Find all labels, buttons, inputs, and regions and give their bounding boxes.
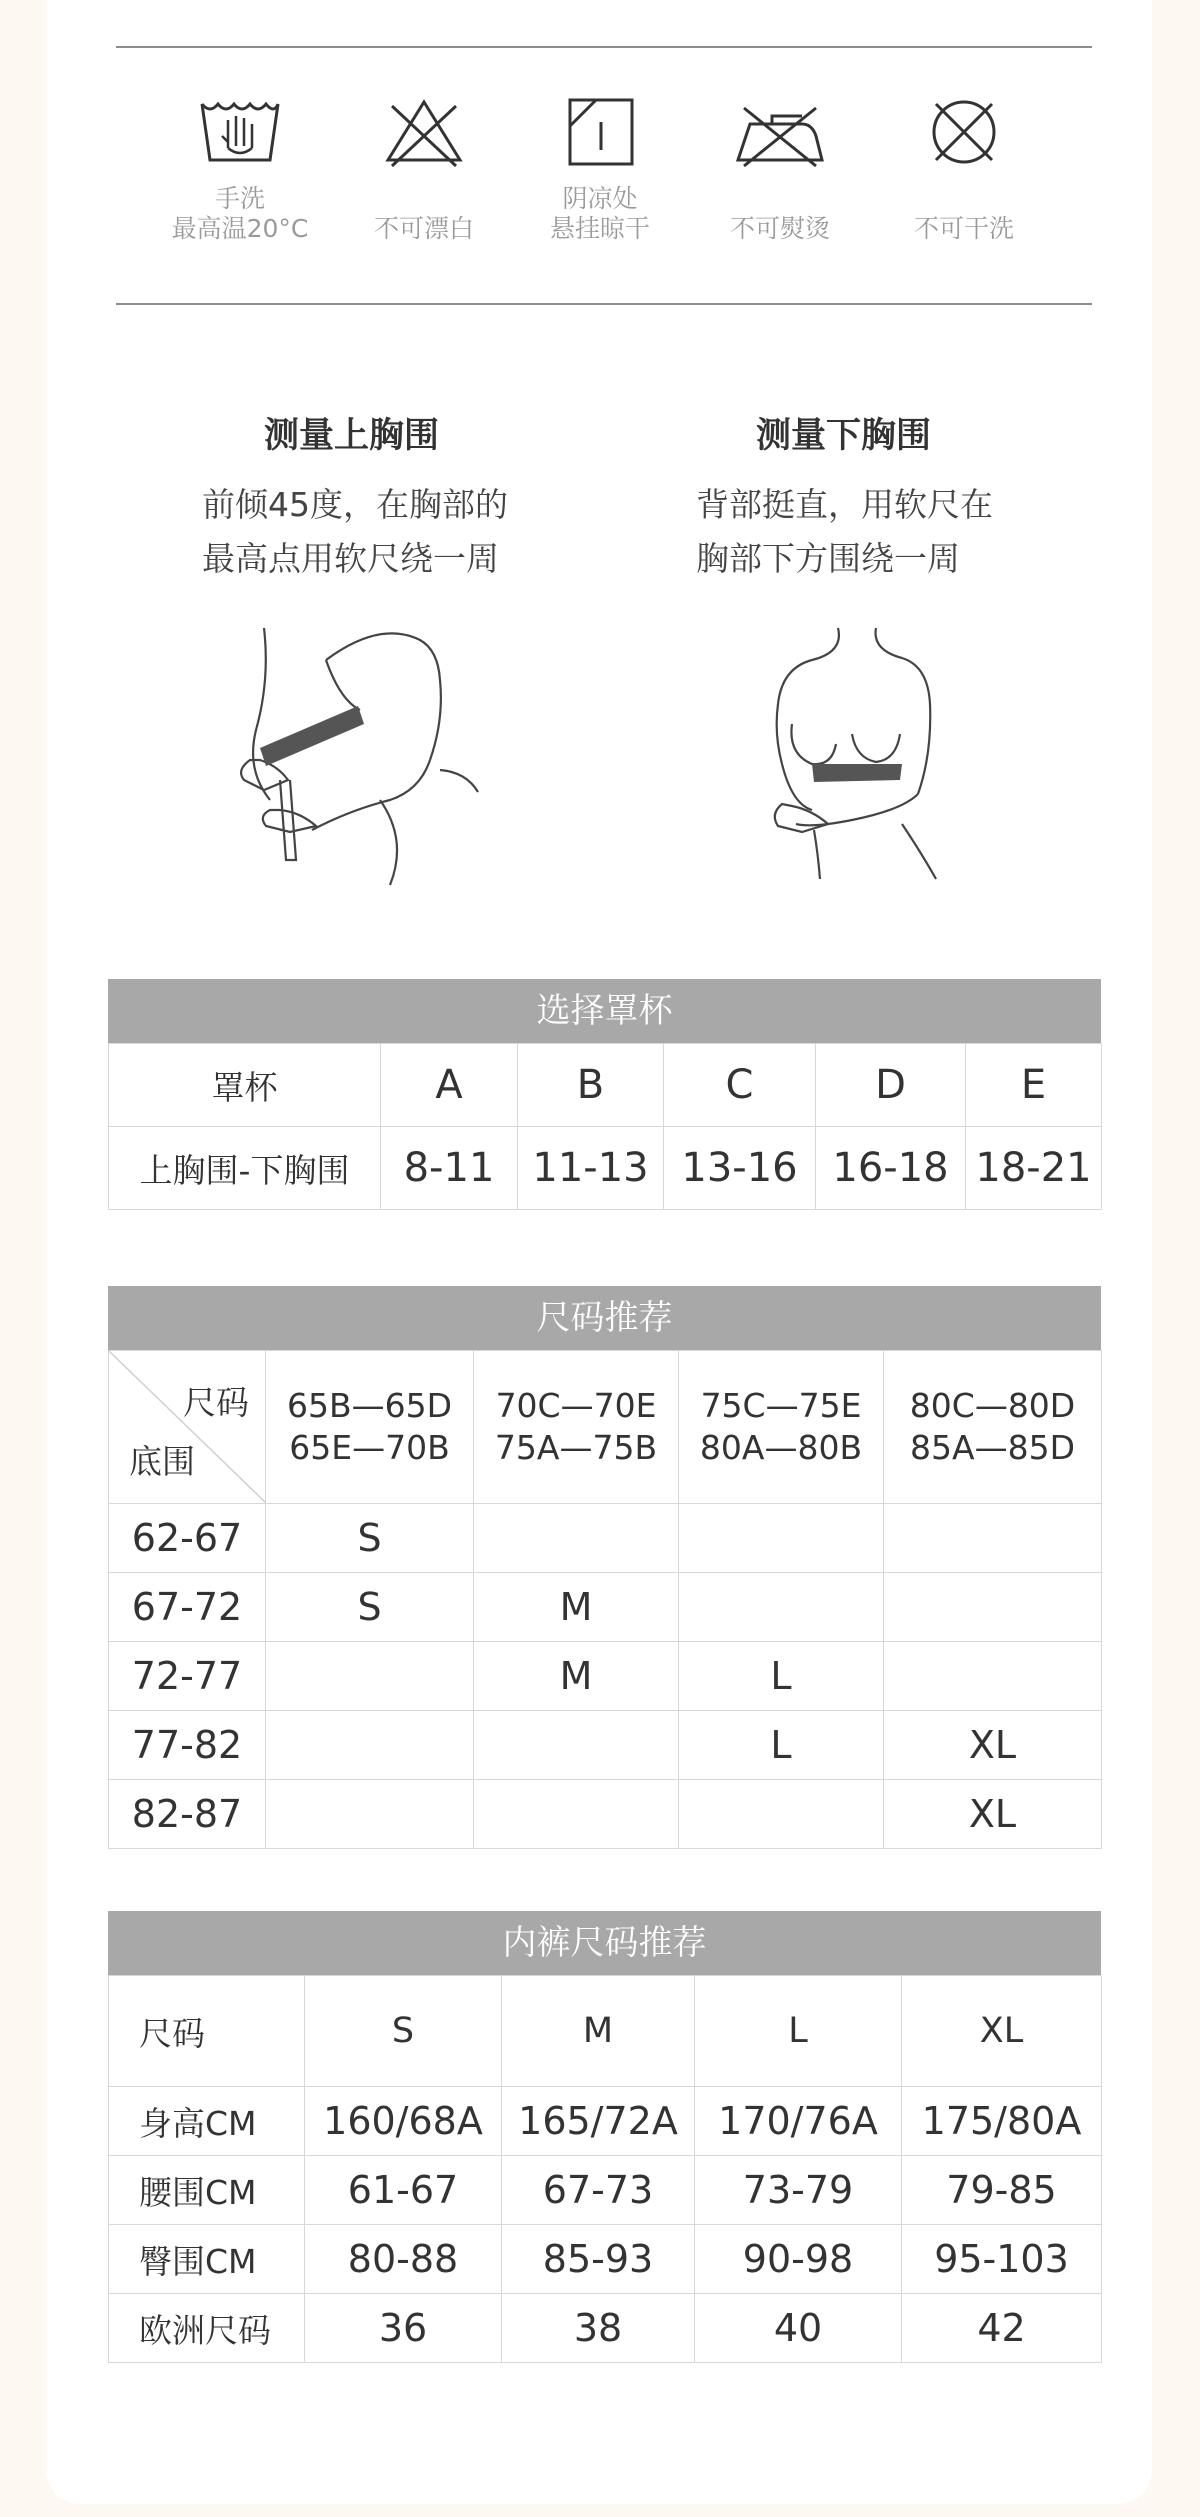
table-row [109, 1780, 1102, 1849]
table-cell: 42 [902, 2294, 1102, 2363]
table-cell: 67-73 [502, 2156, 695, 2225]
table-cell: M [502, 1976, 695, 2087]
table-cell [884, 1504, 1102, 1573]
no-bleach-icon [382, 96, 466, 168]
care-no-bleach [334, 96, 514, 244]
row-label: 身高CM [109, 2087, 305, 2156]
table-cell: 13-16 [664, 1127, 816, 1210]
row-label: 72-77 [109, 1642, 266, 1711]
cup-table-title: 选择罩杯 [108, 979, 1101, 1043]
measure-lower-illustration [752, 624, 952, 884]
care-label-line: 阴凉处 [562, 184, 638, 213]
divider-bottom [116, 303, 1092, 305]
column-header [266, 1351, 474, 1504]
column-header-line: 85A—85D [910, 1428, 1075, 1467]
dry-flat-shade-icon [558, 96, 642, 168]
table-cell: L [695, 1976, 902, 2087]
care-label-line: 最高温20°C [171, 214, 309, 243]
column-header-line: 70C—70E [495, 1386, 657, 1425]
table-cell: 8-11 [381, 1127, 518, 1210]
table-cell [474, 1711, 679, 1780]
pants-table-body [109, 2087, 1102, 2363]
table-cell: 40 [695, 2294, 902, 2363]
column-header-line: 75C—75E [700, 1386, 862, 1425]
table-cell: 罩杯 [109, 1044, 381, 1127]
table-row [109, 1976, 1102, 2087]
no-iron-icon [732, 96, 828, 168]
table-cell [679, 1573, 884, 1642]
table-cell: S [266, 1573, 474, 1642]
table-cell: C [664, 1044, 816, 1127]
table-cell: 160/68A [305, 2087, 502, 2156]
table-cell [884, 1573, 1102, 1642]
table-cell [884, 1642, 1102, 1711]
row-label: 67-72 [109, 1573, 266, 1642]
table-cell: 170/76A [695, 2087, 902, 2156]
table-cell: 90-98 [695, 2225, 902, 2294]
table-cell: XL [902, 1976, 1102, 2087]
table-cell: 61-67 [305, 2156, 502, 2225]
table-row [109, 1504, 1102, 1573]
table-cell: 16-18 [816, 1127, 966, 1210]
table-cell: S [266, 1504, 474, 1573]
care-label-line: 不可漂白 [373, 214, 474, 243]
corner-label-band: 底围 [129, 1442, 195, 1481]
table-cell: 38 [502, 2294, 695, 2363]
table-row [109, 2087, 1102, 2156]
column-header-line: 75A—75B [494, 1428, 658, 1467]
table-cell [679, 1504, 884, 1573]
pants-table [108, 1975, 1102, 2363]
row-label: 臀围CM [109, 2225, 305, 2294]
table-cell: 79-85 [902, 2156, 1102, 2225]
corner-label-size: 尺码 [183, 1383, 249, 1422]
table-cell [266, 1780, 474, 1849]
table-cell: 36 [305, 2294, 502, 2363]
column-header-line: 80C—80D [909, 1386, 1076, 1425]
care-label-line: 不可干洗 [913, 214, 1014, 243]
table-cell: D [816, 1044, 966, 1127]
table-row [109, 1127, 1102, 1210]
row-label: 82-87 [109, 1780, 266, 1849]
measure-upper-desc-line: 前倾45度，在胸部的 [202, 485, 508, 524]
table-cell: 73-79 [695, 2156, 902, 2225]
measure-upper-desc [202, 478, 508, 586]
table-cell [266, 1642, 474, 1711]
row-label: 62-67 [109, 1504, 266, 1573]
measure-lower-title: 测量下胸围 [756, 416, 932, 456]
size-table-body [109, 1504, 1102, 1849]
cup-table [108, 1043, 1102, 1210]
measure-upper-desc-line: 最高点用软尺绕一周 [202, 539, 499, 578]
care-no-dry-clean [874, 96, 1054, 244]
table-cell: 95-103 [902, 2225, 1102, 2294]
table-cell: 175/80A [902, 2087, 1102, 2156]
row-label: 77-82 [109, 1711, 266, 1780]
measure-lower-desc [696, 478, 993, 586]
table-row [109, 2156, 1102, 2225]
table-cell: E [966, 1044, 1102, 1127]
table-cell [266, 1711, 474, 1780]
measure-lower-desc-line: 背部挺直，用软尺在 [696, 485, 993, 524]
table-cell: XL [884, 1711, 1102, 1780]
table-cell: 11-13 [518, 1127, 664, 1210]
row-label: 欧洲尺码 [109, 2294, 305, 2363]
table-row [109, 2294, 1102, 2363]
table-cell [474, 1504, 679, 1573]
care-label-line: 手洗 [214, 184, 265, 213]
column-header [474, 1351, 679, 1504]
table-row [109, 2225, 1102, 2294]
pants-table-title: 内裤尺码推荐 [108, 1911, 1101, 1975]
care-no-iron [690, 96, 870, 244]
table-cell: 上胸围-下胸围 [109, 1127, 381, 1210]
table-cell: S [305, 1976, 502, 2087]
size-table [108, 1350, 1102, 1849]
table-row [109, 1351, 1102, 1504]
table-row [109, 1573, 1102, 1642]
table-cell: M [474, 1642, 679, 1711]
table-cell: 尺码 [109, 1976, 305, 2087]
measure-upper-illustration [230, 620, 490, 905]
table-cell: XL [884, 1780, 1102, 1849]
care-label-line: 不可熨烫 [729, 214, 830, 243]
table-cell [679, 1780, 884, 1849]
hand-wash-icon [198, 96, 282, 168]
care-hand-wash [150, 96, 330, 244]
table-cell [474, 1780, 679, 1849]
column-header-line: 65B—65D [286, 1386, 453, 1425]
column-header [884, 1351, 1102, 1504]
column-header-line: 80A—80B [699, 1428, 863, 1467]
table-cell: 18-21 [966, 1127, 1102, 1210]
care-dry-shade [510, 96, 690, 244]
measure-upper-title: 测量上胸围 [264, 416, 440, 456]
table-cell: M [474, 1573, 679, 1642]
table-row [109, 1711, 1102, 1780]
table-row [109, 1642, 1102, 1711]
no-dry-clean-icon [922, 96, 1006, 168]
column-header [679, 1351, 884, 1504]
corner-cell [109, 1351, 266, 1504]
table-row [109, 1044, 1102, 1127]
measure-lower-desc-line: 胸部下方围绕一周 [696, 539, 960, 578]
row-label: 腰围CM [109, 2156, 305, 2225]
size-table-title: 尺码推荐 [108, 1286, 1101, 1350]
divider-top [116, 46, 1092, 48]
table-cell: 80-88 [305, 2225, 502, 2294]
table-cell: A [381, 1044, 518, 1127]
care-label-line: 悬挂晾干 [549, 214, 650, 243]
table-cell: 165/72A [502, 2087, 695, 2156]
table-cell: L [679, 1711, 884, 1780]
table-cell: B [518, 1044, 664, 1127]
column-header-line: 65E—70B [289, 1428, 450, 1467]
table-cell: L [679, 1642, 884, 1711]
table-cell: 85-93 [502, 2225, 695, 2294]
